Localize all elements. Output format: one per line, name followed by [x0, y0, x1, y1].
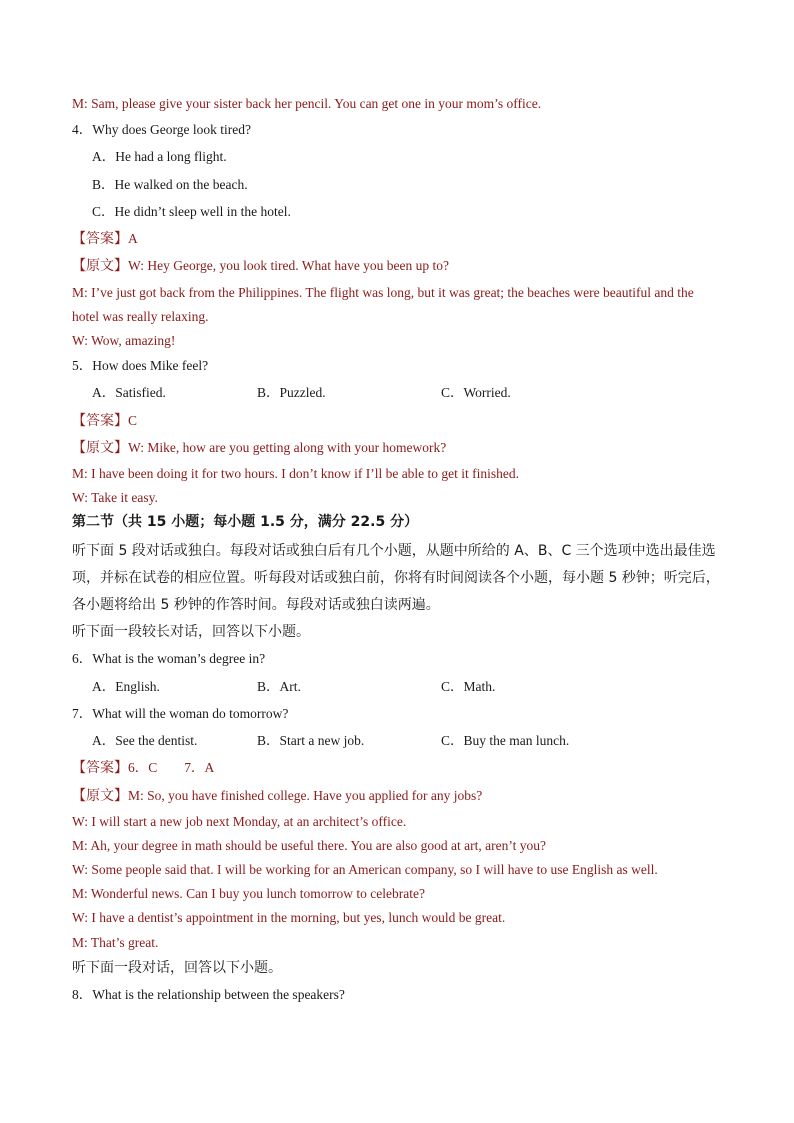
q67-transcript-line-6: W: I have a dentist’s appointment in the morning, but yes, lunch would be great.: [72, 910, 506, 925]
q4-option-a: A．He had a long flight.: [92, 149, 227, 164]
q6-option-a: A．English.: [92, 679, 160, 694]
q5-transcript-text-1: W: Mike, how are you getting along with your homework?: [128, 440, 447, 455]
section-2-instructions-3: 各小题将给出 5 秒钟的作答时间。每段对话或独白读两遍。: [72, 597, 440, 613]
q6-option-b: B．Art.: [257, 679, 301, 694]
q4-option-b: B．He walked on the beach.: [92, 177, 248, 192]
q7-option-b: B．Start a new job.: [257, 733, 365, 748]
q67-transcript-text-1: M: So, you have finished college. Have you applied for any jobs?: [128, 788, 483, 803]
q5-answer: C: [128, 413, 138, 428]
q7-option-c: C．Buy the man lunch.: [441, 733, 570, 748]
q67-transcript-line-4: W: Some people said that. I will be working for an American company, so I will have to use English as well.: [72, 862, 658, 877]
q4-question: 4．Why does George look tired?: [72, 122, 251, 137]
q67-answer-line: [72, 759, 214, 777]
q5-transcript-line-2: M: I have been doing it for two hours. I don’t know if I’ll be able to get it finished.: [72, 466, 520, 481]
q4-answer-line: [72, 230, 138, 248]
transcript-tag: 【原文】: [72, 788, 128, 804]
q8-question: 8．What is the relationship between the speakers?: [72, 987, 345, 1002]
section-2-heading: 第二节（共 15 小题；每小题 1.5 分，满分 22.5 分）: [72, 514, 419, 530]
q67-answer: 6．C 7．A: [128, 760, 215, 775]
section-2-instructions-2: 项，并标在试卷的相应位置。听每段对话或独白前，你将有时间阅读各个小题，每小题 5 秒钟；听完后，: [72, 570, 720, 586]
q7-question: 7．What will the woman do tomorrow?: [72, 706, 289, 721]
q4-transcript-line-4: W: Wow, amazing!: [72, 333, 176, 348]
q3-transcript-tail: M: Sam, please give your sister back her pencil. You can get one in your mom’s office.: [72, 96, 542, 111]
q5-question: 5．How does Mike feel?: [72, 358, 209, 373]
long-dialog-intro: 听下面一段较长对话，回答以下小题。: [72, 624, 310, 640]
answer-tag: 【答案】: [72, 413, 128, 429]
answer-tag: 【答案】: [72, 760, 128, 776]
q4-transcript-text-1: W: Hey George, you look tired. What have you been up to?: [128, 258, 450, 273]
q4-transcript-line-3: hotel was really relaxing.: [72, 309, 209, 324]
dialog-intro-2: 听下面一段对话，回答以下小题。: [72, 960, 282, 976]
q5-option-a: A．Satisfied.: [92, 385, 166, 400]
q5-option-b: B．Puzzled.: [257, 385, 326, 400]
answer-tag: 【答案】: [72, 231, 128, 247]
q67-transcript-line-5: M: Wonderful news. Can I buy you lunch tomorrow to celebrate?: [72, 886, 425, 901]
q67-transcript-line-7: M: That’s great.: [72, 935, 159, 950]
q5-answer-line: [72, 412, 137, 430]
section-2-instructions-1: 听下面 5 段对话或独白。每段对话或独白后有几个小题，从题中所给的 A、B、C 三个选项中选出最佳选: [72, 543, 716, 559]
q67-transcript-line-2: W: I will start a new job next Monday, at an architect’s office.: [72, 814, 407, 829]
q6-option-c: C．Math.: [441, 679, 496, 694]
q4-answer: A: [128, 231, 138, 246]
q4-transcript-line-2: M: I’ve just got back from the Philippines. The flight was long, but it was great; the beaches were beautiful and the: [72, 285, 694, 300]
q67-transcript-line-1: [72, 787, 482, 805]
q5-transcript-line-1: [72, 439, 446, 457]
q4-option-c: C．He didn’t sleep well in the hotel.: [92, 204, 291, 219]
q7-option-a: A．See the dentist.: [92, 733, 198, 748]
q6-question: 6．What is the woman’s degree in?: [72, 651, 266, 666]
q5-option-c: C．Worried.: [441, 385, 511, 400]
q4-transcript-line-1: [72, 257, 449, 275]
transcript-tag: 【原文】: [72, 440, 128, 456]
q5-transcript-line-3: W: Take it easy.: [72, 490, 158, 505]
transcript-tag: 【原文】: [72, 258, 128, 274]
q67-transcript-line-3: M: Ah, your degree in math should be useful there. You are also good at art, aren’t you?: [72, 838, 547, 853]
